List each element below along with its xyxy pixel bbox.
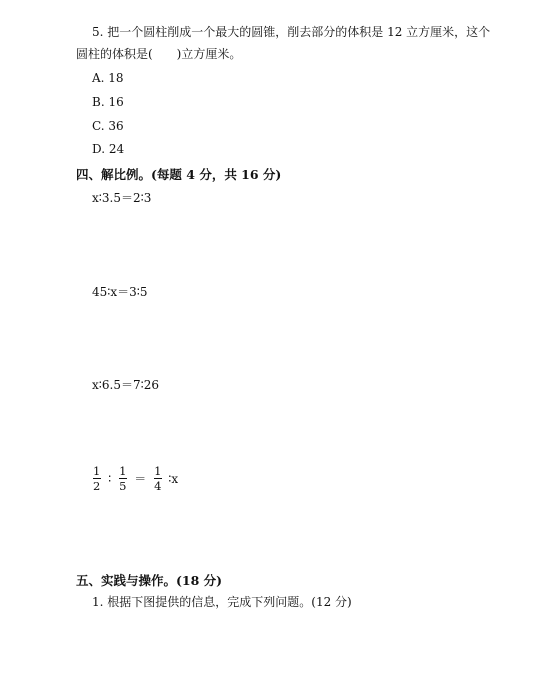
option-c: C. 36 bbox=[92, 119, 124, 133]
option-b: B. 16 bbox=[92, 95, 124, 109]
question-5-line-2: 圆柱的体积是( )立方厘米。 bbox=[76, 47, 242, 61]
equation-1: x∶3.5＝2∶3 bbox=[92, 191, 152, 205]
fraction-2: $\frac{1}{5}$ bbox=[119, 464, 127, 493]
option-a: A. 18 bbox=[92, 71, 124, 85]
section-4-title: 四、解比例。(每题 4 分，共 16 分) bbox=[76, 167, 282, 182]
question-5-line-1: 5. 把一个圆柱削成一个最大的圆锥，削去部分的体积是 12 立方厘米，这个 bbox=[92, 25, 491, 39]
equation-4: $\frac{1}{2}$ ∶ $\frac{1}{5}$ ＝ $\frac{1}{4}$ ∶x bbox=[93, 464, 179, 493]
equation-3: x∶6.5＝7∶26 bbox=[92, 378, 160, 392]
section-5-title: 五、实践与操作。(18 分) bbox=[76, 573, 223, 588]
section-5-question-1: 1. 根据下图提供的信息，完成下列问题。(12 分) bbox=[92, 595, 352, 609]
fraction-3: $\frac{1}{4}$ bbox=[154, 464, 162, 493]
equation-2: 45∶x＝3∶5 bbox=[92, 285, 148, 299]
option-d: D. 24 bbox=[92, 142, 125, 156]
fraction-1: $\frac{1}{2}$ bbox=[93, 464, 101, 493]
